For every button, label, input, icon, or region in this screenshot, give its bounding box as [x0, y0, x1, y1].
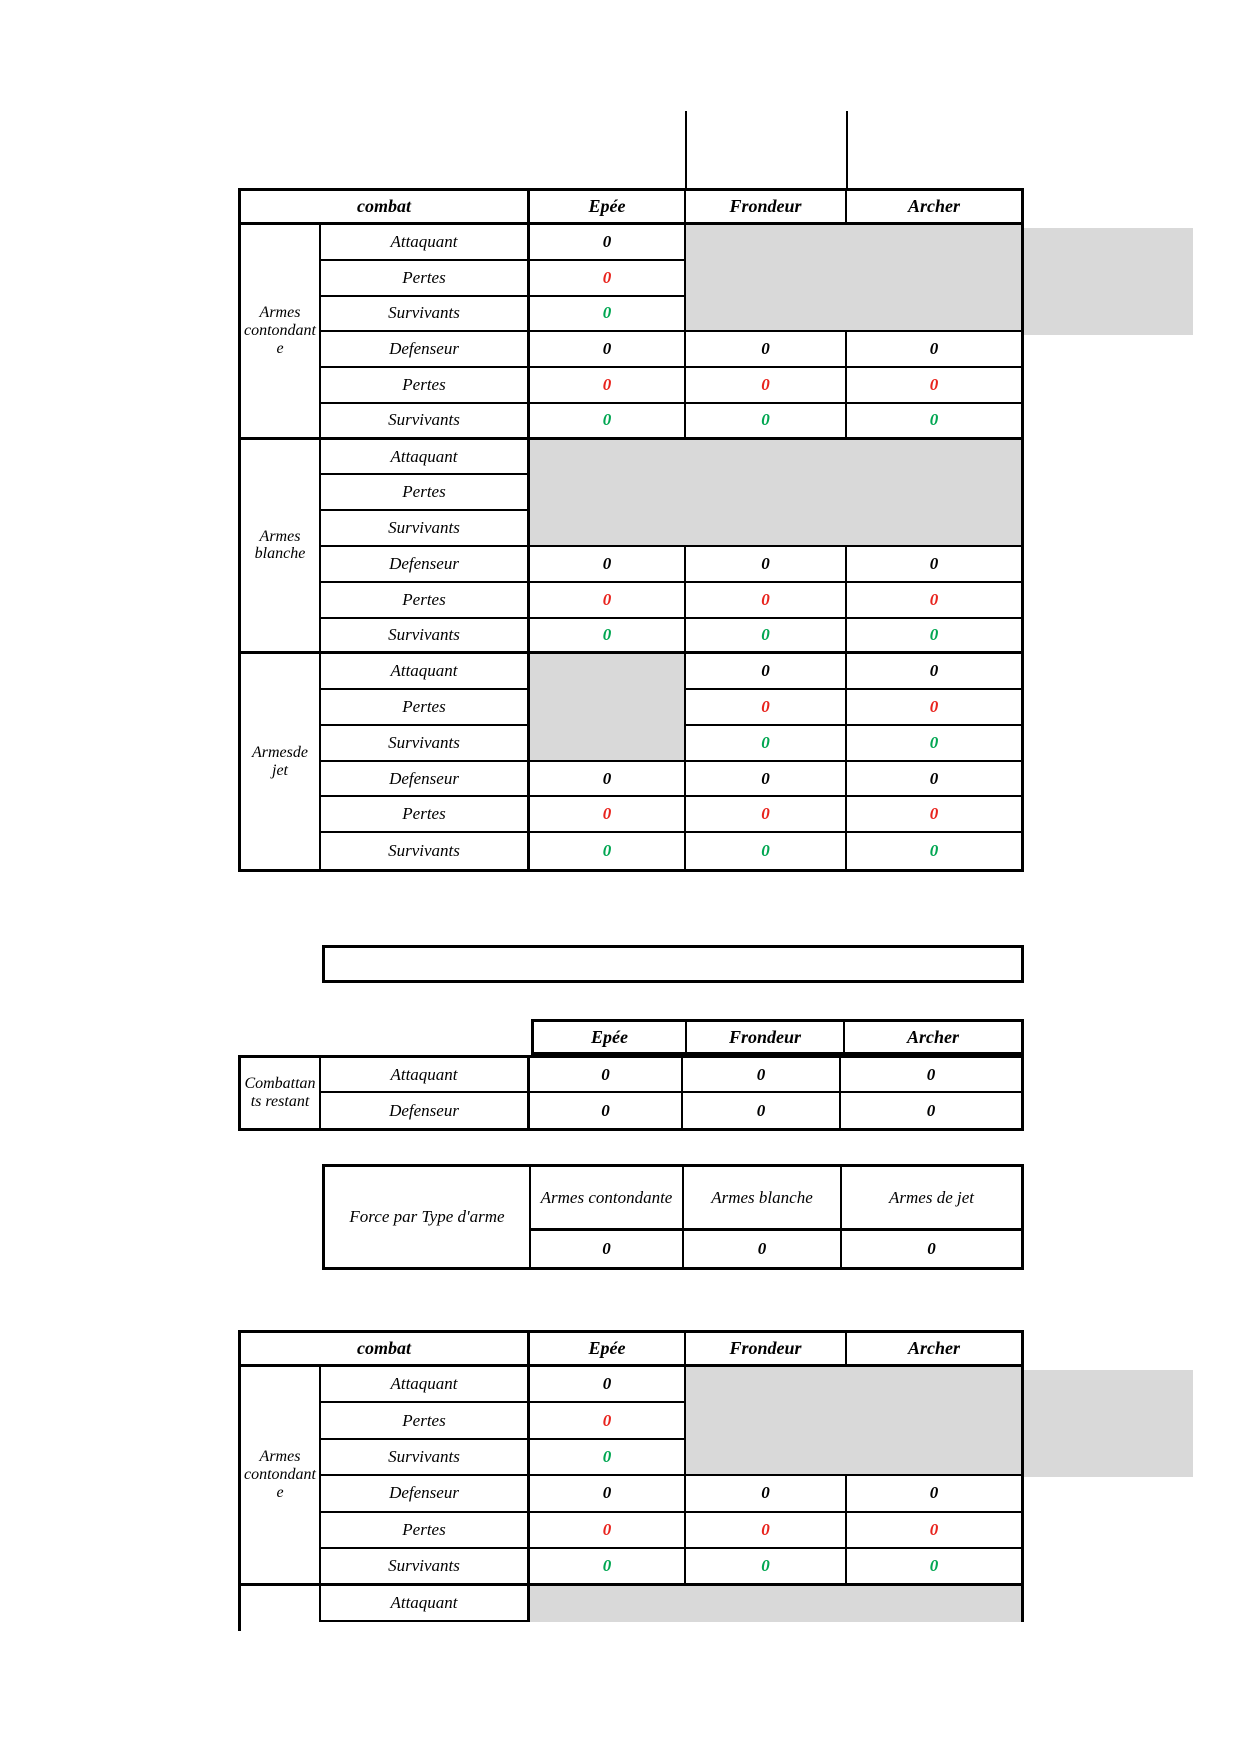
value-cell: 0 — [686, 1513, 847, 1549]
shaded-region — [686, 1367, 1021, 1476]
value-cell: 0 — [847, 1476, 1021, 1512]
row-label-cell: Pertes — [321, 797, 530, 833]
column-header-cell: Frondeur — [686, 191, 847, 225]
group-label-cell: Armes contondante — [241, 225, 321, 440]
value-cell: 0 — [686, 619, 847, 655]
value-cell: 0 — [530, 762, 686, 798]
combat-table-bottom — [238, 1330, 1024, 1622]
group-label-cell — [241, 1586, 321, 1622]
row-label-cell: Defenseur — [321, 332, 530, 368]
row-label-cell: Survivants — [321, 726, 530, 762]
value-cell: 0 — [847, 619, 1021, 655]
row-label-cell: Pertes — [321, 261, 530, 297]
value-cell: 0 — [530, 225, 686, 261]
value-cell: 0 — [847, 368, 1021, 404]
value-cell: 0 — [847, 547, 1021, 583]
truncated-border-stub — [238, 1622, 241, 1631]
row-label-cell: Survivants — [321, 619, 530, 655]
value-cell: 0 — [530, 297, 686, 333]
value-cell: 0 — [530, 404, 686, 440]
remaining-combatants-header — [531, 1019, 1024, 1055]
value-cell: 0 — [530, 1440, 686, 1476]
force-by-weapon-table — [322, 1164, 1024, 1270]
value-cell: 0 — [530, 797, 686, 833]
row-label-cell: Attaquant — [321, 1058, 530, 1093]
value-cell: 0 — [530, 1476, 686, 1512]
shaded-overflow-bottom — [1024, 1370, 1193, 1477]
column-header-cell: Armes contondante — [531, 1167, 684, 1231]
column-header-cell: Epée — [530, 1333, 686, 1367]
value-cell: 0 — [847, 404, 1021, 440]
value-cell: 0 — [530, 1403, 686, 1439]
value-cell: 0 — [686, 583, 847, 619]
table-title-cell: Force par Type d'arme — [325, 1167, 531, 1267]
value-cell: 0 — [847, 332, 1021, 368]
shaded-region — [686, 225, 1021, 332]
row-label-cell: Defenseur — [321, 547, 530, 583]
group-label-cell: Combattants restant — [241, 1058, 321, 1128]
column-header-cell: Frondeur — [686, 1333, 847, 1367]
value-cell: 0 — [531, 1231, 684, 1267]
row-label-cell: Defenseur — [321, 762, 530, 798]
group-label-cell: Armes contondante — [241, 1367, 321, 1586]
value-cell: 0 — [686, 762, 847, 798]
value-cell: 0 — [686, 547, 847, 583]
value-cell: 0 — [686, 654, 847, 690]
column-gridline-stub-right — [846, 111, 848, 191]
value-cell: 0 — [530, 1367, 686, 1403]
table-title-cell: combat — [241, 191, 530, 225]
row-label-cell: Survivants — [321, 1549, 530, 1585]
column-header-cell: Archer — [847, 191, 1021, 225]
value-cell: 0 — [847, 1549, 1021, 1585]
value-cell: 0 — [530, 833, 686, 869]
value-cell: 0 — [530, 1093, 683, 1128]
row-label-cell: Defenseur — [321, 1093, 530, 1128]
value-cell: 0 — [841, 1058, 1021, 1093]
group-label-cell: Armesde jet — [241, 654, 321, 869]
value-cell: 0 — [847, 762, 1021, 798]
value-cell: 0 — [927, 1239, 936, 1258]
row-label-cell: Attaquant — [321, 440, 530, 476]
value-cell: 0 — [683, 1058, 841, 1093]
row-label-cell: Pertes — [321, 583, 530, 619]
row-label-cell: Pertes — [321, 368, 530, 404]
row-label-cell: Pertes — [321, 690, 530, 726]
value-cell: 0 — [683, 1093, 841, 1128]
value-cell: 0 — [929, 841, 939, 861]
remaining-combatants-table — [238, 1055, 1024, 1131]
column-header-cell: Archer — [847, 1333, 1021, 1367]
value-cell: 0 — [847, 726, 1021, 762]
value-cell: 0 — [684, 1231, 842, 1267]
empty-title-box — [322, 945, 1024, 983]
value-cell: 0 — [686, 690, 847, 726]
row-label-cell: Pertes — [321, 1403, 530, 1439]
row-label-cell: Attaquant — [321, 225, 530, 261]
value-cell: 0 — [847, 583, 1021, 619]
table-title-cell: combat — [241, 1333, 530, 1367]
row-label-cell: Survivants — [321, 833, 530, 869]
column-header-cell: Armes de jet — [842, 1167, 1021, 1231]
value-cell: 0 — [847, 1513, 1021, 1549]
combat-table-top — [238, 188, 1024, 872]
row-label-cell: Attaquant — [321, 1367, 530, 1403]
value-cell: 0 — [530, 1549, 686, 1585]
value-cell: 0 — [530, 1058, 683, 1093]
value-cell: 0 — [686, 368, 847, 404]
shaded-overflow-top — [1024, 228, 1193, 335]
value-cell: 0 — [686, 1549, 847, 1585]
column-header-cell: Archer — [906, 1026, 959, 1047]
value-cell: 0 — [847, 654, 1021, 690]
value-cell: 0 — [686, 833, 847, 869]
value-cell: 0 — [686, 726, 847, 762]
column-header-cell: Frondeur — [687, 1022, 845, 1052]
column-header-cell: Epée — [530, 191, 686, 225]
value-cell: 0 — [530, 332, 686, 368]
row-label-cell: Survivants — [321, 404, 530, 440]
column-header-cell: Epée — [534, 1022, 687, 1052]
row-label-cell: Attaquant — [321, 1586, 530, 1622]
row-label-cell: Pertes — [321, 1513, 530, 1549]
shaded-region — [530, 1586, 1021, 1622]
group-label-cell: Armes blanche — [241, 440, 321, 655]
value-cell: 0 — [530, 547, 686, 583]
value-cell: 0 — [926, 1100, 936, 1120]
row-label-cell: Survivants — [321, 511, 530, 547]
value-cell: 0 — [530, 1513, 686, 1549]
value-cell: 0 — [686, 797, 847, 833]
shaded-region — [530, 440, 1021, 547]
value-cell: 0 — [686, 1476, 847, 1512]
value-cell: 0 — [530, 368, 686, 404]
row-label-cell: Pertes — [321, 475, 530, 511]
row-label-cell: Defenseur — [321, 1476, 530, 1512]
value-cell: 0 — [530, 619, 686, 655]
value-cell: 0 — [847, 690, 1021, 726]
row-label-cell: Survivants — [321, 297, 530, 333]
row-label-cell: Survivants — [321, 1440, 530, 1476]
shaded-region — [530, 654, 686, 761]
value-cell: 0 — [847, 797, 1021, 833]
column-header-cell: Armes blanche — [684, 1167, 842, 1231]
value-cell: 0 — [686, 404, 847, 440]
row-label-cell: Attaquant — [321, 654, 530, 690]
column-gridline-stub-left — [685, 111, 687, 191]
value-cell: 0 — [530, 261, 686, 297]
value-cell: 0 — [686, 332, 847, 368]
value-cell: 0 — [530, 583, 686, 619]
